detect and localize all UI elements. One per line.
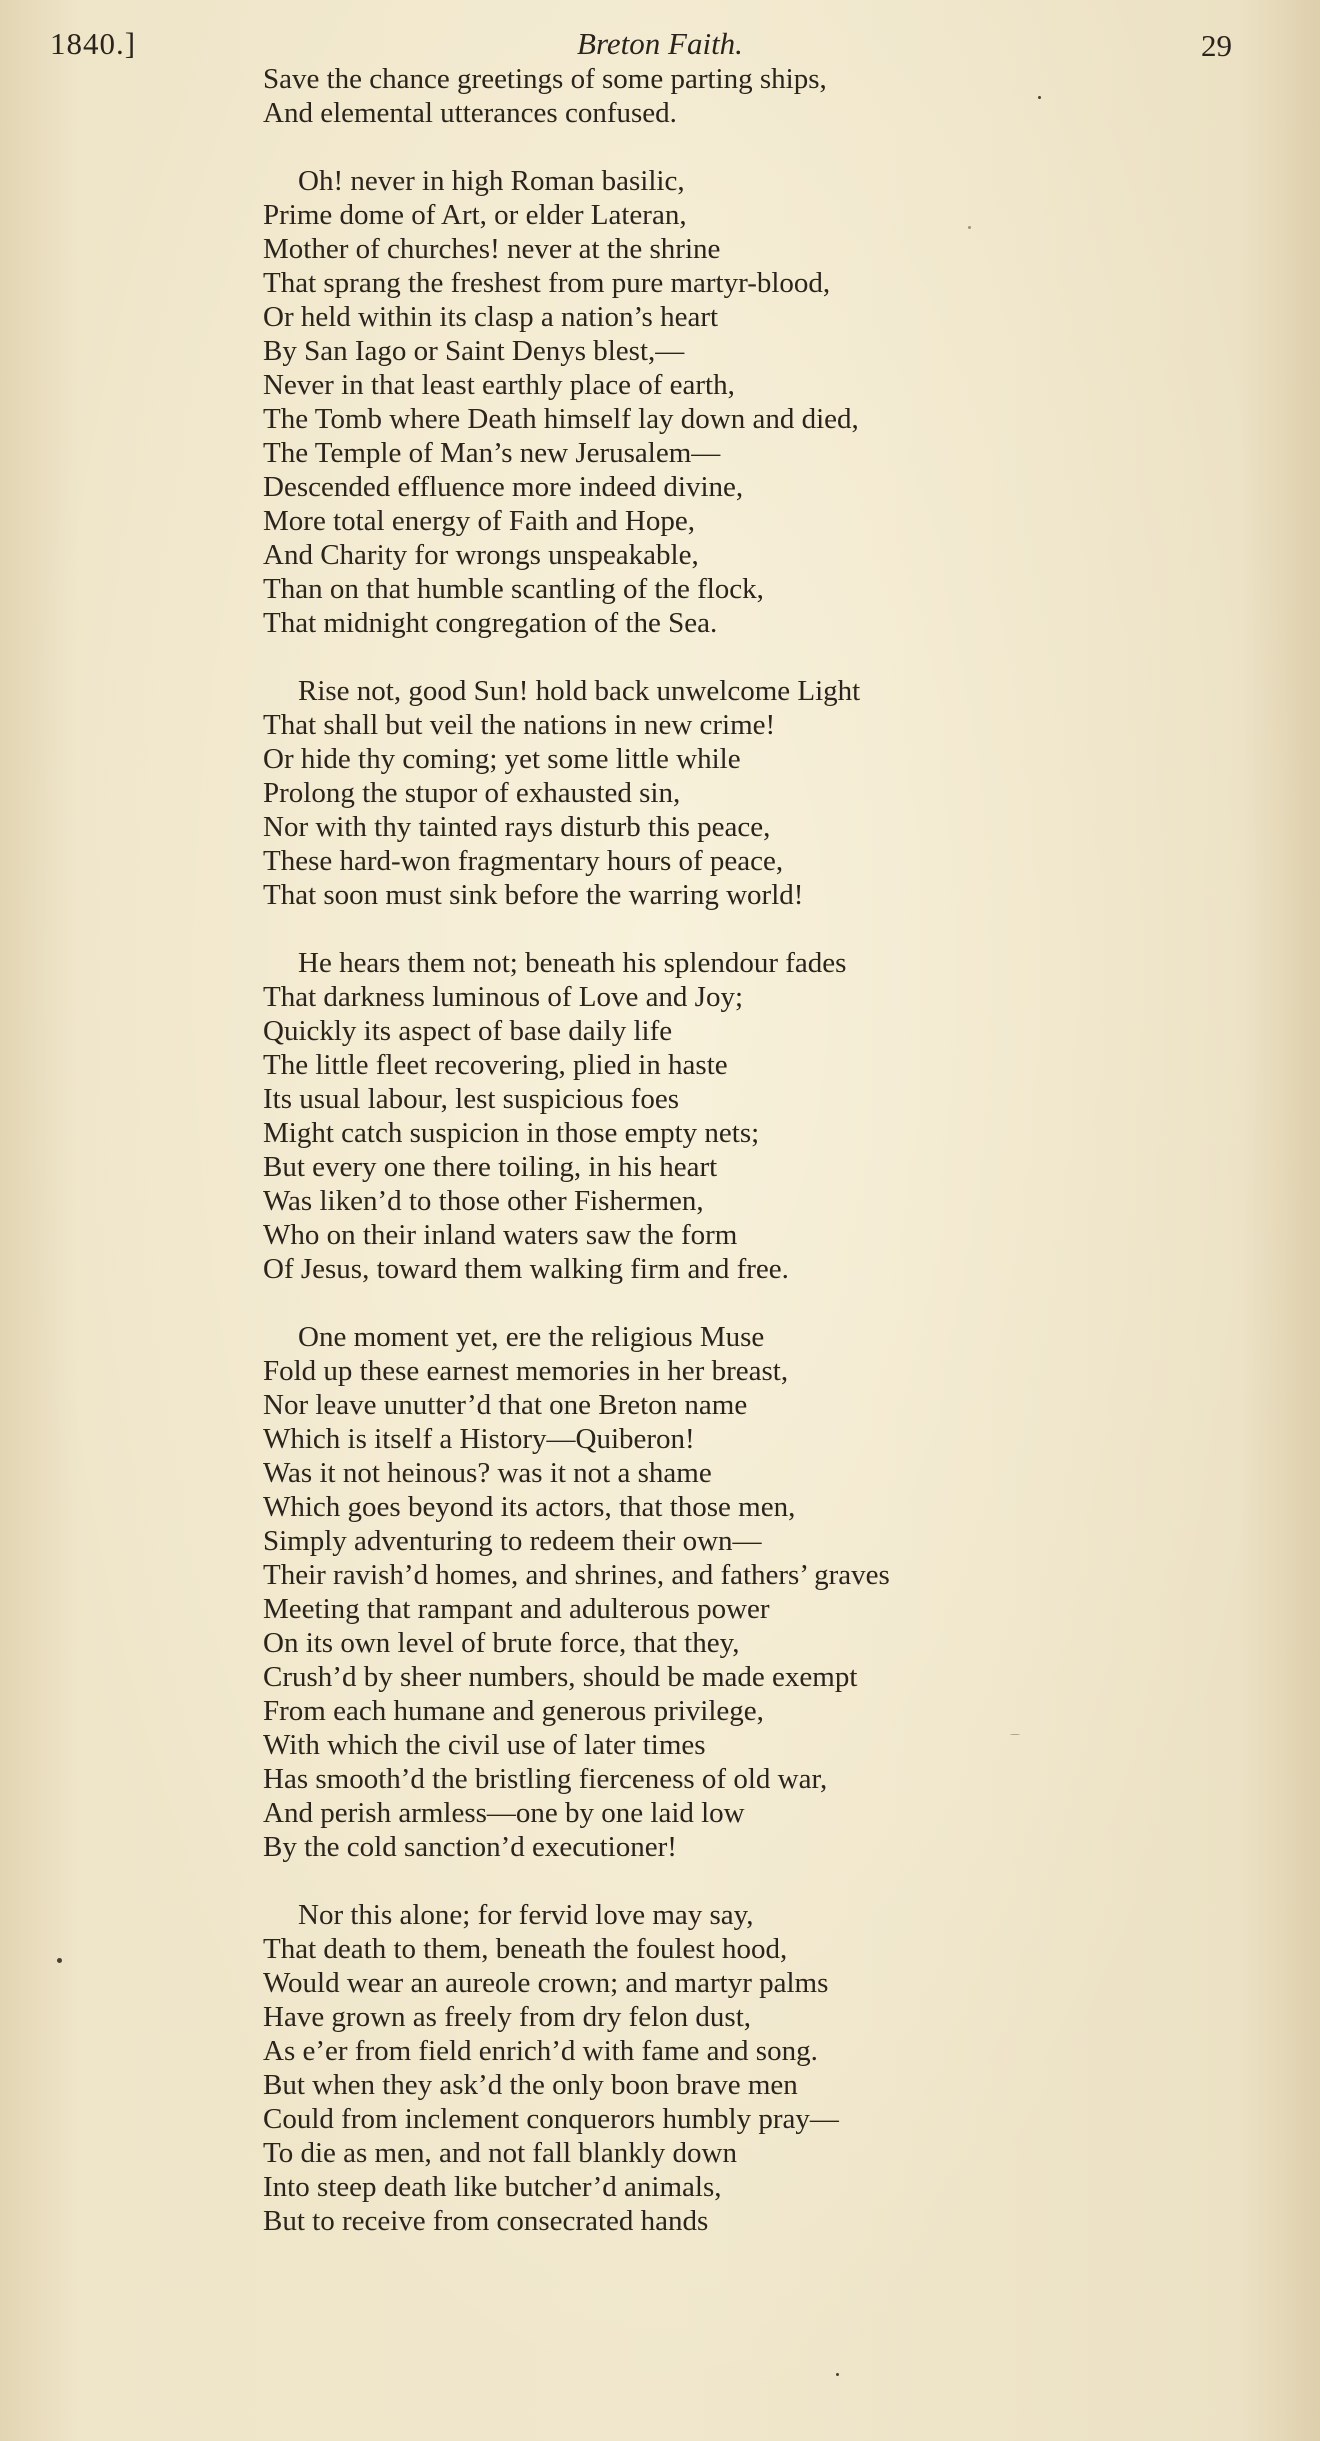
stanza xyxy=(0,946,1320,1286)
poem-line: Never in that least earthly place of earth, xyxy=(263,369,735,401)
poem-line: By the cold sanction’d executioner! xyxy=(263,1831,677,1863)
poem-line: That midnight congregation of the Sea. xyxy=(263,607,718,639)
poem-line: Meeting that rampant and adulterous power xyxy=(263,1593,770,1625)
poem-line: By San Iago or Saint Denys blest,— xyxy=(263,335,685,367)
poem-line: Was liken’d to those other Fishermen, xyxy=(263,1185,704,1217)
poem-line: More total energy of Faith and Hope, xyxy=(263,505,695,537)
poem-line: Have grown as freely from dry felon dust, xyxy=(263,2001,752,2033)
header-year: 1840.] xyxy=(50,26,137,61)
poem-line: He hears them not; beneath his splendour fades xyxy=(298,947,847,979)
poem-line: That soon must sink before the warring world! xyxy=(263,879,804,911)
poem-line: These hard-won fragmentary hours of peace, xyxy=(263,845,784,877)
poem-line: Could from inclement conquerors humbly pray— xyxy=(263,2103,839,2135)
poem-line: That sprang the freshest from pure martyr-blood, xyxy=(263,267,831,299)
poem-line: Of Jesus, toward them walking firm and free. xyxy=(263,1253,789,1285)
poem-line: Prime dome of Art, or elder Lateran, xyxy=(263,199,687,231)
poem-line: Its usual labour, lest suspicious foes xyxy=(263,1083,680,1115)
poem-line: To die as men, and not fall blankly down xyxy=(263,2137,737,2169)
poem-line: Prolong the stupor of exhausted sin, xyxy=(263,777,681,809)
poem-line: But to receive from consecrated hands xyxy=(263,2205,709,2237)
poem-line: Has smooth’d the bristling fierceness of old war, xyxy=(263,1763,828,1795)
poem-line: Their ravish’d homes, and shrines, and fathers’ graves xyxy=(263,1559,890,1591)
poem-line: Than on that humble scantling of the flock, xyxy=(263,573,764,605)
stanza xyxy=(0,1320,1320,1864)
poem-line: Nor this alone; for fervid love may say, xyxy=(298,1899,754,1931)
poem-line: And elemental utterances confused. xyxy=(263,97,677,129)
poem-line: That death to them, beneath the foulest hood, xyxy=(263,1933,788,1965)
poem-line: From each humane and generous privilege, xyxy=(263,1695,764,1727)
poem-line: That shall but veil the nations in new crime! xyxy=(263,709,776,741)
poem-line: The little fleet recovering, plied in haste xyxy=(263,1049,728,1081)
poem-line: Who on their inland waters saw the form xyxy=(263,1219,738,1251)
poem-line: The Temple of Man’s new Jerusalem— xyxy=(263,437,721,469)
poem-line: As e’er from field enrich’d with fame and song. xyxy=(263,2035,818,2067)
poem-line: The Tomb where Death himself lay down and died, xyxy=(263,403,859,435)
poem-line: Mother of churches! never at the shrine xyxy=(263,233,721,265)
header-title: Breton Faith. xyxy=(577,26,743,61)
paper-speck xyxy=(836,2373,839,2376)
poem-line: With which the civil use of later times xyxy=(263,1729,706,1761)
poem-line: Crush’d by sheer numbers, should be made exempt xyxy=(263,1661,858,1693)
poem-line: Which goes beyond its actors, that those men, xyxy=(263,1491,796,1523)
poem-line: That darkness luminous of Love and Joy; xyxy=(263,981,744,1013)
poem-line: Into steep death like butcher’d animals, xyxy=(263,2171,722,2203)
page-number: 29 xyxy=(1201,28,1232,63)
poem-line: One moment yet, ere the religious Muse xyxy=(298,1321,765,1353)
poem-line: And perish armless—one by one laid low xyxy=(263,1797,745,1829)
poem-line: Which is itself a History—Quiberon! xyxy=(263,1423,695,1455)
poem-line: Fold up these earnest memories in her breast, xyxy=(263,1355,789,1387)
stanza xyxy=(0,62,1320,130)
stanza xyxy=(0,674,1320,912)
poem-line: Descended effluence more indeed divine, xyxy=(263,471,744,503)
poem-line: Was it not heinous? was it not a shame xyxy=(263,1457,712,1489)
stanza xyxy=(0,1898,1320,2238)
paper-speck xyxy=(1010,1734,1020,1735)
poem-body xyxy=(0,62,1320,2272)
poem-line: And Charity for wrongs unspeakable, xyxy=(263,539,699,571)
poem-line: Quickly its aspect of base daily life xyxy=(263,1015,673,1047)
poem-line: Nor leave unutter’d that one Breton name xyxy=(263,1389,748,1421)
stanza xyxy=(0,164,1320,640)
poem-line: Nor with thy tainted rays disturb this peace, xyxy=(263,811,771,843)
poem-line: Would wear an aureole crown; and martyr palms xyxy=(263,1967,829,1999)
poem-line: Simply adventuring to redeem their own— xyxy=(263,1525,762,1557)
poem-line: Or held within its clasp a nation’s heart xyxy=(263,301,719,333)
poem-line: But when they ask’d the only boon brave men xyxy=(263,2069,798,2101)
poem-line: Rise not, good Sun! hold back unwelcome Light xyxy=(298,675,861,707)
poem-line: Or hide thy coming; yet some little while xyxy=(263,743,741,775)
poem-line: Oh! never in high Roman basilic, xyxy=(298,165,685,197)
poem-line: Might catch suspicion in those empty nets; xyxy=(263,1117,760,1149)
paper-speck xyxy=(1038,96,1041,99)
running-header xyxy=(0,26,1320,66)
poem-line: But every one there toiling, in his heart xyxy=(263,1151,718,1183)
poem-line: On its own level of brute force, that they, xyxy=(263,1627,740,1659)
poem-line: Save the chance greetings of some parting ships, xyxy=(263,63,827,95)
paper-speck xyxy=(968,226,971,229)
paper-speck xyxy=(57,1958,62,1963)
